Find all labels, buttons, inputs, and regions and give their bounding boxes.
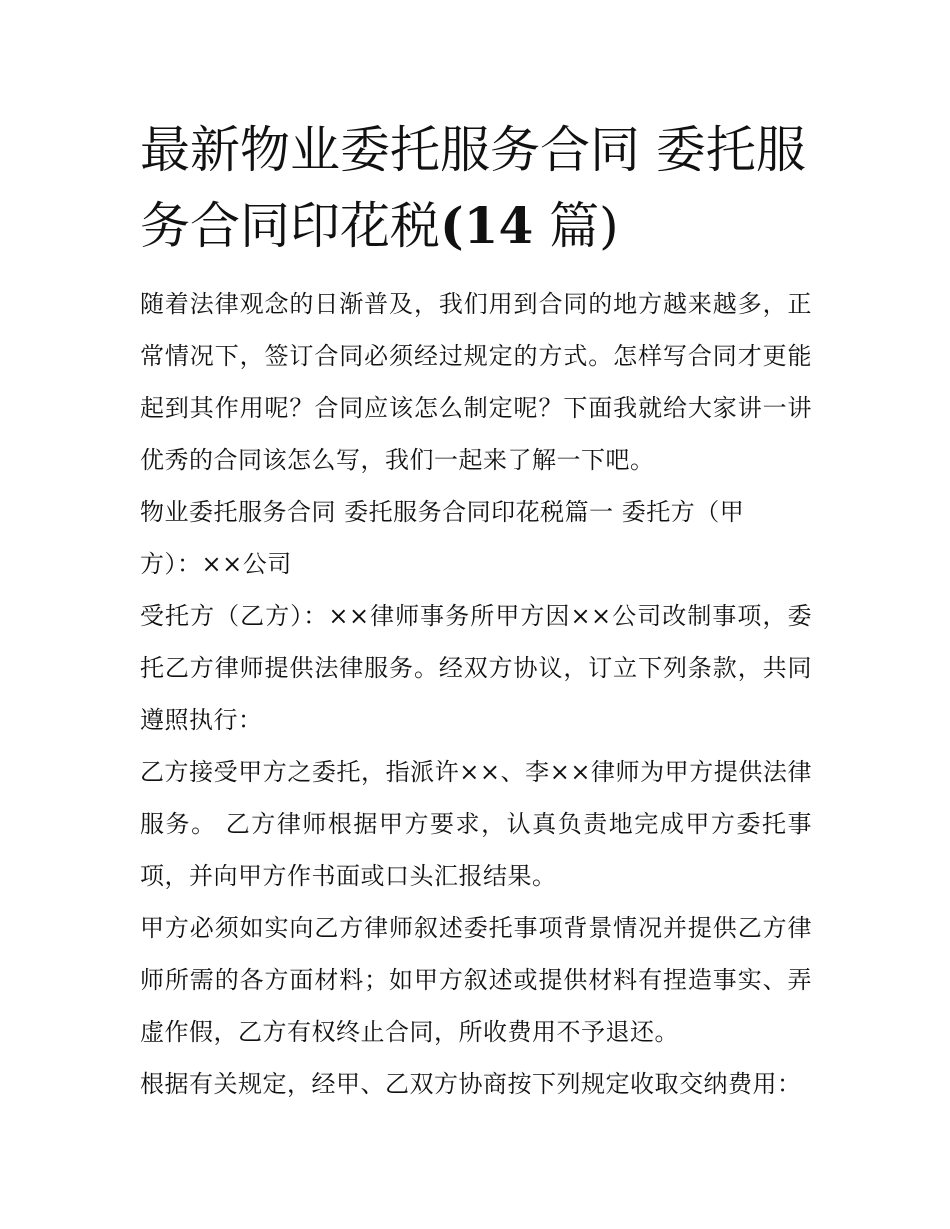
- document-title: [140, 112, 812, 264]
- paragraph-assignment: 乙方接受甲方之委托，指派许××、李××律师为甲方提供法律服务。 乙方律师根据甲方要求，认真负责地完成甲方委托事项，并向甲方作书面或口头汇报结果。: [140, 758, 812, 890]
- paragraph-obligations: 甲方必须如实向乙方律师叙述委托事项背景情况并提供乙方律师所需的各方面材料；如甲方叙述或提供材料有捏造事实、弄虚作假，乙方有权终止合同，所收费用不予退还。: [140, 914, 812, 1046]
- paragraph-party-a: 方）：××公司: [140, 550, 292, 578]
- document-page: [140, 112, 812, 1110]
- paragraph-intro: 随着法律观念的日渐普及，我们用到合同的地方越来越多，正常情况下，签订合同必须经过规定的方式。怎样写合同才更能起到其作用呢？合同应该怎么制定呢？下面我就给大家讲一讲优秀的合同该怎么写，我们一起来了解一下吧。: [140, 290, 812, 474]
- paragraph-party-b: 受托方（乙方）：××律师事务所甲方因××公司改制事项，委托乙方律师提供法律服务。经双方协议，订立下列条款，共同遵照执行：: [140, 602, 812, 734]
- title-text: 最新物业委托服务合同 委托服务合同印花税: [140, 121, 806, 255]
- document-body: [140, 278, 812, 1110]
- paragraph-section-heading: 物业委托服务合同 委托服务合同印花税篇一 委托方（甲: [140, 498, 745, 526]
- title-suffix: 篇): [533, 197, 619, 255]
- title-count: (14: [440, 196, 534, 255]
- paragraph-fees: 根据有关规定，经甲、乙双方协商按下列规定收取交纳费用：: [140, 1070, 802, 1098]
